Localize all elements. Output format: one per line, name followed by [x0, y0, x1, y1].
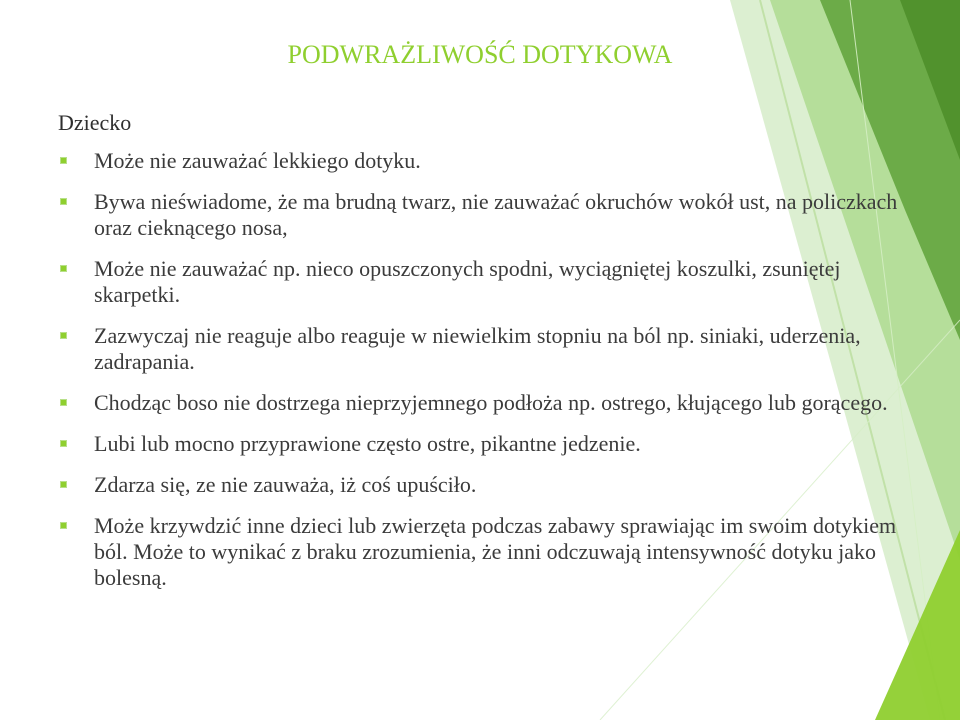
bullet-square-icon	[60, 399, 67, 406]
bullet-text: Może krzywdzić inne dzieci lub zwierzęta podczas zabawy sprawiając im swoim dotykiem ból. Może to wynikać z braku zrozumienia, że inni odczuwają intensywność dotyku jako bolesną.	[94, 513, 897, 590]
list-item	[58, 148, 898, 174]
bullet-text: Może nie zauważać np. nieco opuszczonych spodni, wyciągniętej koszulki, zsuniętej skarpetki.	[94, 256, 841, 307]
bullet-square-icon	[60, 157, 67, 164]
list-item	[58, 256, 898, 308]
list-item	[58, 390, 898, 416]
bullet-text: Może nie zauważać lekkiego dotyku.	[94, 148, 421, 173]
bullet-text: Bywa nieświadome, że ma brudną twarz, nie zauważać okruchów wokół ust, na policzkach oraz cieknącego nosa,	[94, 189, 898, 240]
list-item	[58, 189, 898, 241]
slide-content	[58, 110, 898, 606]
list-item	[58, 472, 898, 498]
intro-text: Dziecko	[58, 110, 132, 135]
bullet-text: Lubi lub mocno przyprawione często ostre, pikantne jedzenie.	[94, 431, 641, 456]
bullet-square-icon	[60, 481, 67, 488]
bullet-square-icon	[60, 265, 67, 272]
list-item	[58, 323, 898, 375]
bullet-square-icon	[60, 198, 67, 205]
list-item	[58, 513, 898, 591]
bullet-square-icon	[60, 522, 67, 529]
bullet-square-icon	[60, 332, 67, 339]
bullet-square-icon	[60, 440, 67, 447]
bullet-text: Zazwyczaj nie reaguje albo reaguje w niewielkim stopniu na ból np. siniaki, uderzenia, zadrapania.	[94, 323, 861, 374]
list-item	[58, 431, 898, 457]
bullet-list	[58, 148, 898, 591]
bullet-text: Chodząc boso nie dostrzega nieprzyjemnego podłoża np. ostrego, kłującego lub gorącego.	[94, 390, 888, 415]
bullet-text: Zdarza się, ze nie zauważa, iż coś upuściło.	[94, 472, 477, 497]
slide-title: PODWRAŻLIWOŚĆ DOTYKOWA	[287, 40, 673, 69]
